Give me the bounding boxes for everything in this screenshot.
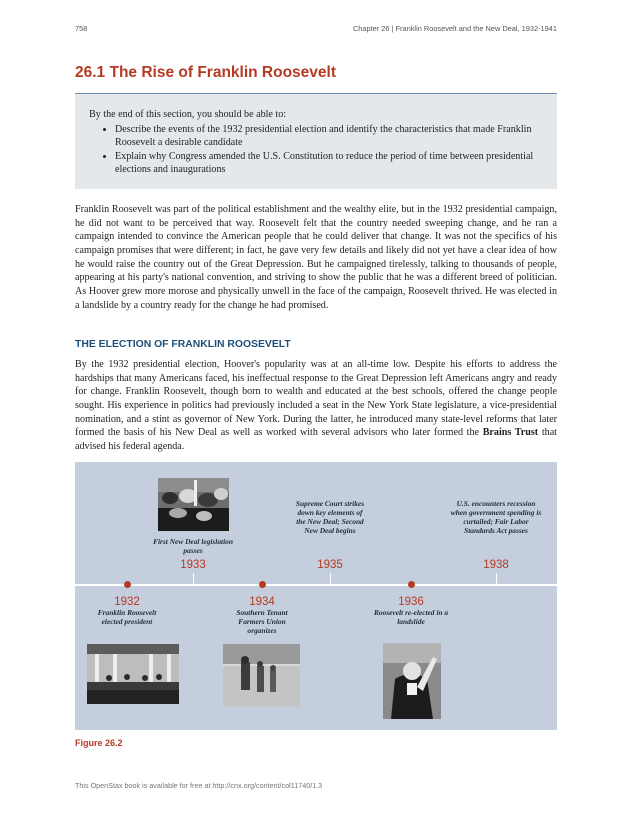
photo-1934-farmers <box>223 644 300 707</box>
timeline-tick <box>330 573 331 584</box>
event-1935: Supreme Court strikes down key elements of the New Deal; Second New Deal begins <box>295 499 365 535</box>
photo-1933-crowd <box>158 478 229 531</box>
section-title: 26.1 The Rise of Franklin Roosevelt <box>75 64 336 81</box>
year-1933: 1933 <box>180 559 206 571</box>
paragraph-text-end: that advised his federal agenda. <box>75 427 557 452</box>
objective-item: • Explain why Congress amended the U.S. Constitution to reduce the period of time between presidential elections and inaugurations <box>115 150 543 177</box>
figure-label: Figure 26.2 <box>75 738 123 748</box>
learning-objectives-box <box>75 94 557 189</box>
event-1938: U.S. encounters recession when government spending is curtailed; Fair Labor Standards Act passes <box>450 499 542 535</box>
objective-item: • Describe the events of the 1932 presidential election and identify the characteristics that made Franklin Roosevelt a desirable candidate <box>115 123 543 150</box>
election-paragraph <box>75 358 557 454</box>
year-1938: 1938 <box>483 559 509 571</box>
timeline-tick <box>193 573 194 584</box>
year-1935: 1935 <box>317 559 343 571</box>
objectives-intro: By the end of this section, you should be able to: <box>89 109 287 120</box>
objectives-list <box>89 123 543 177</box>
year-1936: 1936 <box>398 596 424 608</box>
timeline-dot-1934 <box>259 581 266 588</box>
timeline-tick <box>496 573 497 584</box>
timeline-dot-1936 <box>408 581 415 588</box>
page-footer: This OpenStax book is available for free at http://cnx.org/content/col11740/1.3 <box>75 781 323 790</box>
paragraph-text-start: By the 1932 presidential election, Hoover's popularity was at an all-time low. Despite his efforts to address the hardships that many Americans faced, his ineffectual response to the Great Depression left Americans angry and ready for change. Franklin Roosevelt, though born to wealth and educated at the best schools, offered the change people sought. His experience in politics had previously included a seat in the New York State legislature, a vice-presidential nomination, and a stint as governor of New York. During the latter, he introduced many state-level reforms that later formed the basis of his New Deal as well as worked with several advisors who later formed the <box>75 359 557 439</box>
intro-paragraph: Franklin Roosevelt was part of the political establishment and the wealthy elite, but in the 1932 presidential campaign, he did not want to be perceived that way. Roosevelt felt that the country needed sweeping change, and he ran a campaign intended to convince the American people that he could deliver that change. It was not the specifics of his campaign promises that were different; in fact, he gave very few details and likely did not yet have a clear idea of how he would raise the country out of the Great Depression. But he campaigned tirelessly, talking to thousands of people, appearing at his party's national convention, and striving to show the public that he was a different breed of politician. As Hoover grew more morose and physically unwell in the face of the campaign, Roosevelt thrived. He was elected in a landslide by a country ready for the change he had promised. <box>75 204 557 311</box>
brains-trust-term: Brains Trust <box>482 427 539 439</box>
event-1932: Franklin Roosevelt elected president <box>97 608 157 626</box>
chapter-header: Chapter 26 | Franklin Roosevelt and the New Deal, 1932-1941 <box>352 24 557 33</box>
page-number: 758 <box>75 24 88 33</box>
event-1933: First New Deal legislation passes <box>153 537 233 555</box>
timeline-axis <box>75 584 557 586</box>
photo-1932-inauguration <box>87 644 179 704</box>
event-1934: Southern Tenant Farmers Union organizes <box>236 608 288 635</box>
event-1936: Roosevelt re-elected in a landslide <box>373 608 449 626</box>
timeline-dot-1932 <box>124 581 131 588</box>
year-1932: 1932 <box>114 596 140 608</box>
year-1934: 1934 <box>249 596 275 608</box>
photo-1936-roosevelt <box>383 643 441 719</box>
section-heading: THE ELECTION OF FRANKLIN ROOSEVELT <box>75 339 291 350</box>
timeline-figure <box>75 462 557 730</box>
